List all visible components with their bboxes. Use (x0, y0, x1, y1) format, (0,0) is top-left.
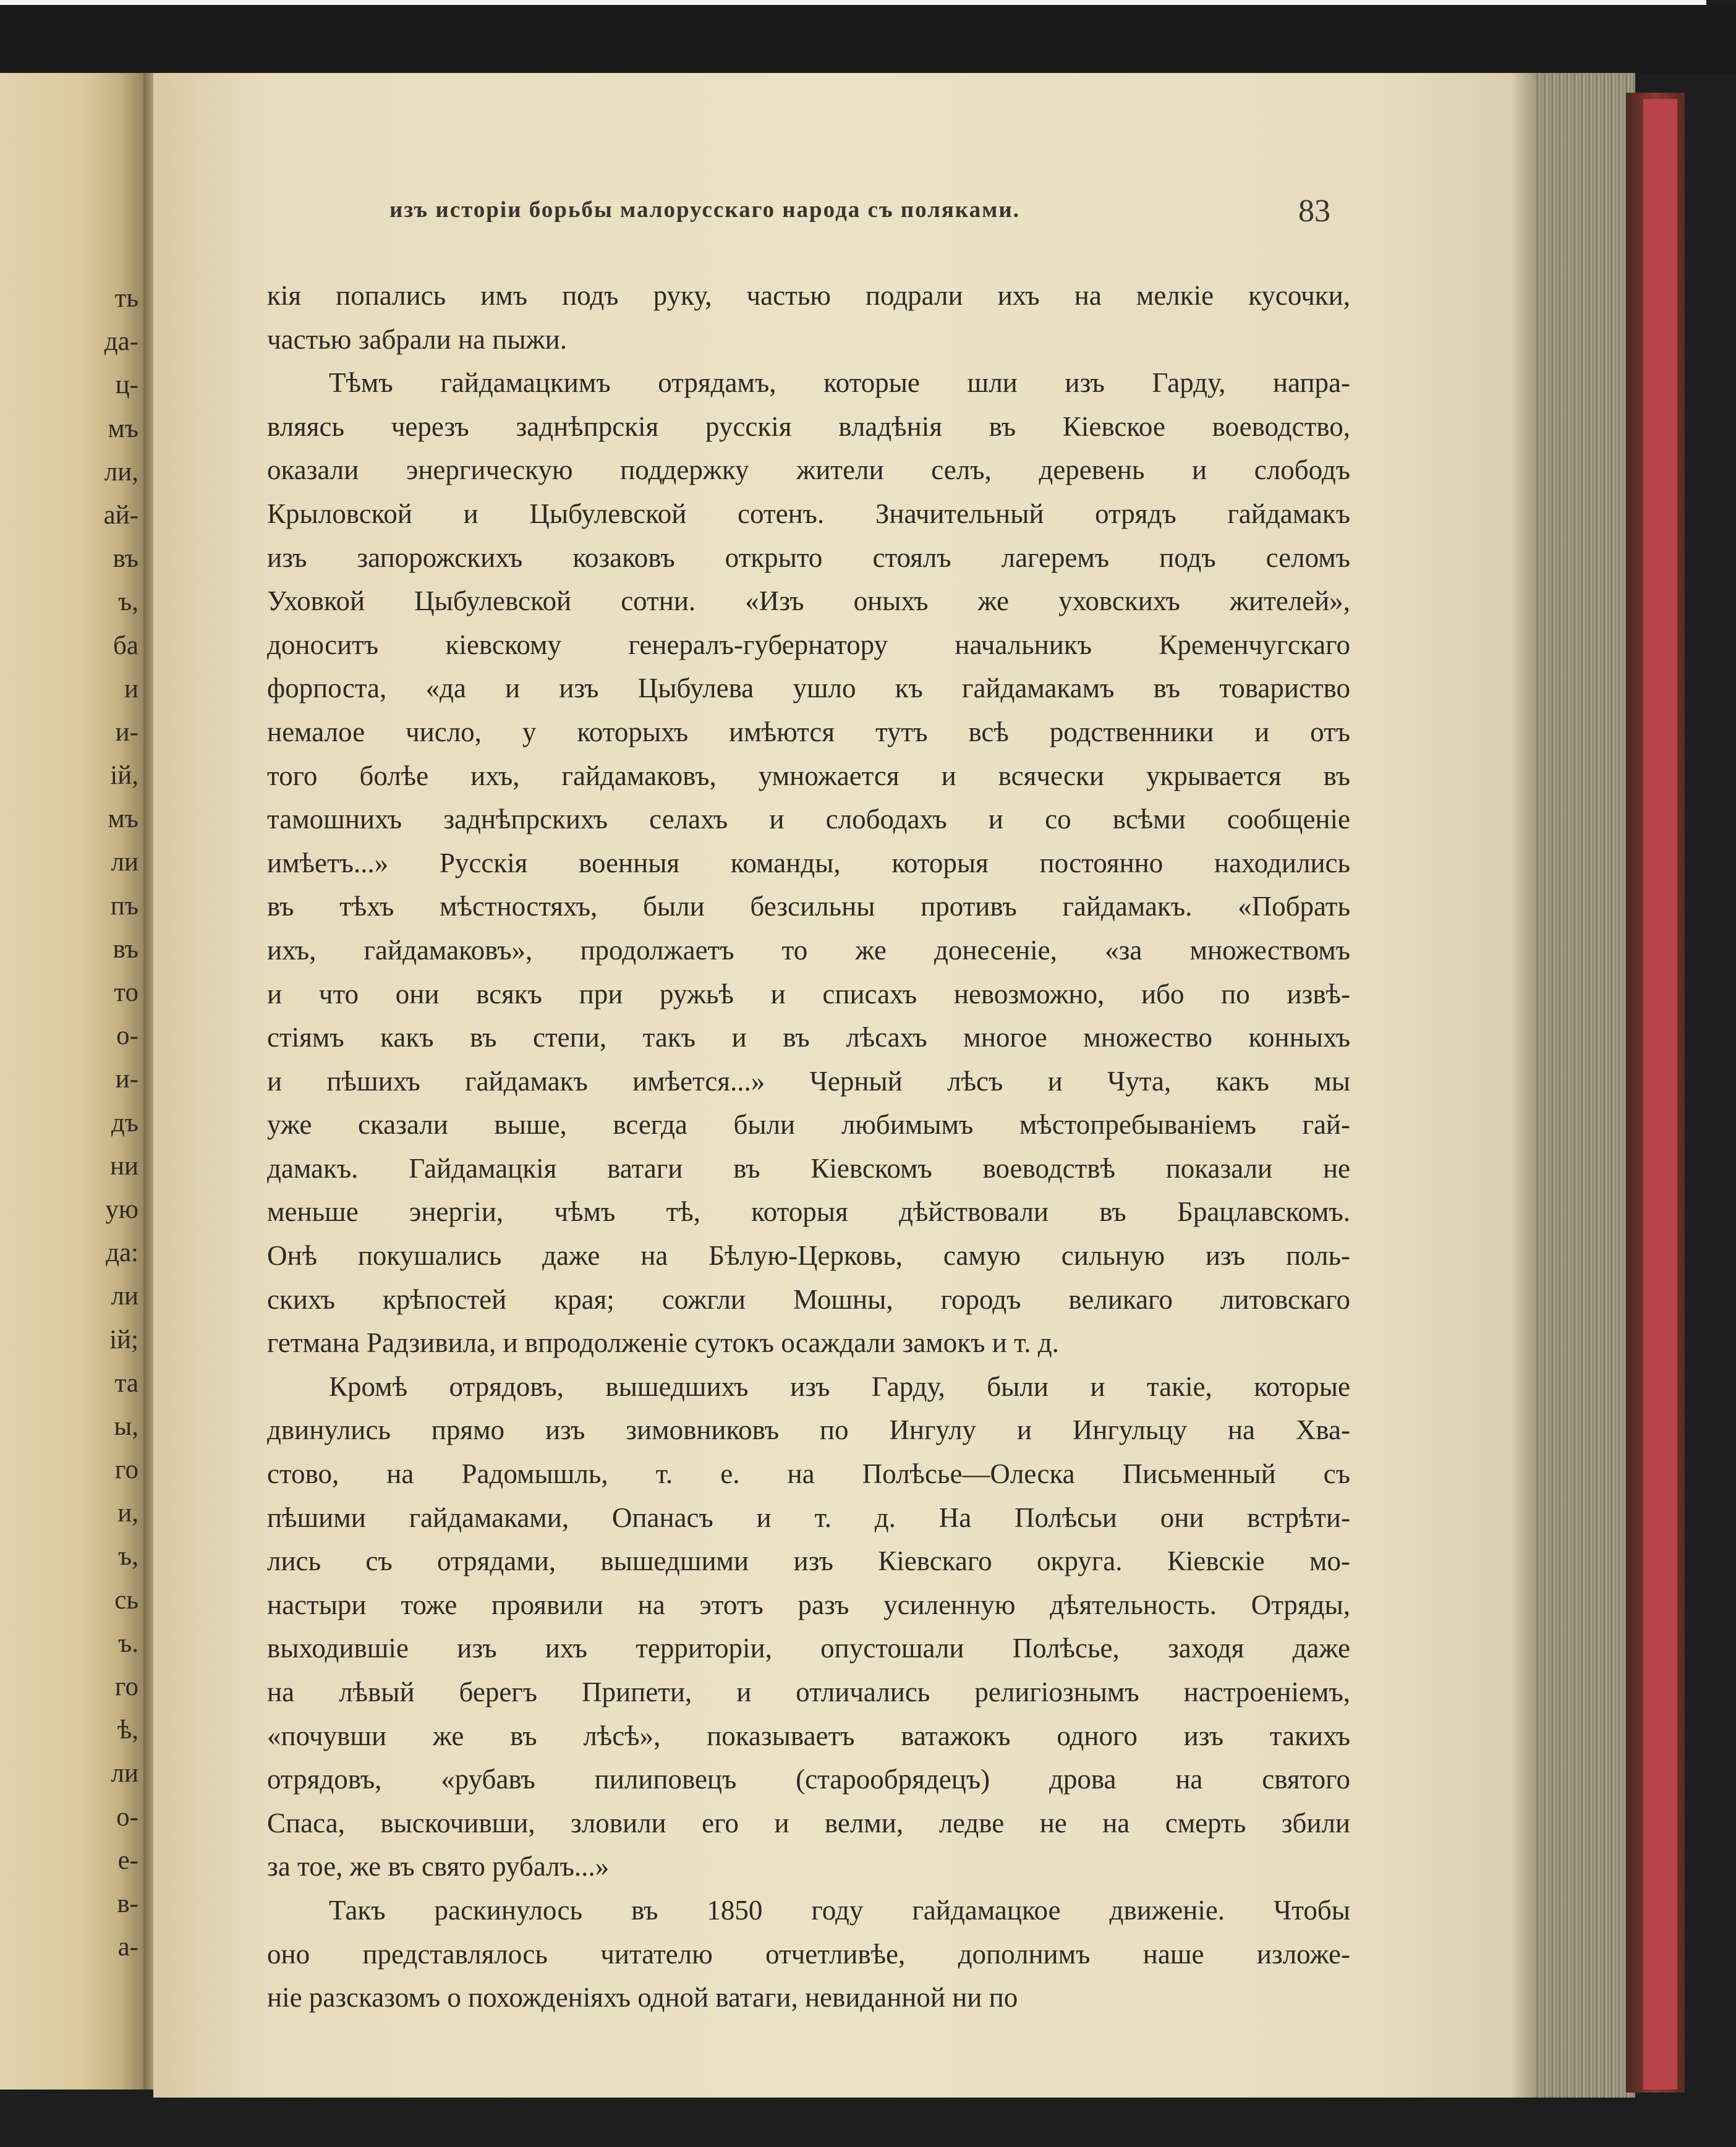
book-cover-edge (1643, 99, 1677, 2090)
text-line: вляясь черезъ заднѣпрскія русскія владѣнія въ Кіевское воеводство, (267, 410, 1350, 442)
left-page-line-fragment: ій, (110, 761, 138, 791)
left-page-line-fragment: и- (115, 1065, 138, 1094)
text-line: Уховкой Цыбулевской сотни. «Изъ оныхъ же уховскихъ жителей», (267, 585, 1350, 617)
left-page-line-fragment: ли, (104, 457, 138, 487)
scanner-background (0, 5, 1736, 74)
left-page-line-fragment: а- (117, 1932, 138, 1962)
text-line: въ тѣхъ мѣстностяхъ, были безсильны противъ гайдамакъ. «Побрать (267, 891, 1350, 922)
left-page-line-fragment: и, (117, 1499, 138, 1528)
text-line: немалое число, у которыхъ имѣются тутъ всѣ родственники и отъ (267, 716, 1350, 747)
left-page-line-fragment: о- (116, 1802, 138, 1832)
text-line: на лѣвый берегъ Припети, и отличались религіознымъ настроеніемъ, (267, 1677, 1350, 1707)
text-line: ихъ, гайдамаковъ», продолжаетъ то же донесеніе, «за множествомъ (267, 934, 1350, 966)
left-page-line-fragment: ъ, (118, 587, 138, 617)
left-page-line-fragment: ли (111, 1759, 138, 1788)
left-page-text-fragments (64, 277, 138, 1969)
text-line: за тое, же въ свято рубалъ...» (267, 1851, 610, 1882)
text-line: того болѣе ихъ, гайдамаковъ, умножается и всячески укрывается въ (267, 760, 1350, 791)
left-page-line-fragment: ы, (114, 1411, 138, 1441)
text-line: форпоста, «да и изъ Цыбулева ушло къ гайдамакамъ въ товариство (267, 673, 1350, 704)
left-page-line-fragment: ть (114, 284, 138, 313)
text-line: имѣетъ...» Русскія военныя команды, которыя постоянно находились (267, 847, 1350, 878)
left-page-line-fragment: ую (105, 1194, 138, 1224)
text-line: кія попались имъ подъ руку, частью подрали ихъ на мелкіе кусочки, (267, 280, 1350, 311)
left-page-line-fragment: ба (113, 631, 138, 660)
left-page-line-fragment: то (114, 978, 138, 1007)
text-line: дамакъ. Гайдамацкія ватаги въ Кіевскомъ воеводствѣ показали не (267, 1152, 1350, 1184)
text-line: Крыловской и Цыбулевской сотенъ. Значительный отрядъ гайдамакъ (267, 498, 1350, 529)
scanner-glare (0, 0, 1706, 5)
text-line: двинулись прямо изъ зимовниковъ по Ингулу и Ингульцу на Хва- (267, 1414, 1350, 1446)
body-text (267, 274, 1350, 2020)
left-page-line-fragment: мъ (108, 414, 138, 443)
text-line: меньше энергіи, чѣмъ тѣ, которыя дѣйствовали въ Брацлавскомъ. (267, 1196, 1350, 1228)
text-line: тамошнихъ заднѣпрскихъ селахъ и слободахъ и со всѣми сообщеніе (267, 804, 1350, 835)
left-page-line-fragment: да: (106, 1238, 138, 1268)
left-page-line-fragment: въ (113, 934, 138, 964)
left-page-line-fragment: го (114, 1672, 138, 1701)
text-line: Такъ раскинулось въ 1850 году гайдамацкое движеніе. Чтобы (329, 1894, 1350, 1926)
text-line: стово, на Радомышль, т. е. на Полѣсье—Олеска Письменный съ (267, 1458, 1350, 1490)
left-page-line-fragment: ъ. (118, 1628, 138, 1658)
page-edge-shadow (1512, 73, 1536, 2098)
text-line: лись съ отрядами, вышедшими изъ Кіевскаго округа. Кіевскіе мо- (267, 1545, 1350, 1577)
left-page-line-fragment: ай- (103, 500, 138, 530)
text-line: оно представлялось читателю отчетливѣе, дополнимъ наше изложе- (267, 1938, 1350, 1970)
left-page-line-fragment: та (114, 1368, 138, 1398)
left-page-line-fragment: и (124, 674, 138, 704)
text-line: Спаса, выскочивши, зловили его и велми, ледве не на смерть збили (267, 1807, 1350, 1839)
left-page-line-fragment: и- (115, 717, 138, 747)
left-page (0, 73, 148, 2090)
left-page-line-fragment: дъ (111, 1108, 138, 1137)
text-line: стіямъ какъ въ степи, такъ и въ лѣсахъ многое множество конныхъ (267, 1022, 1350, 1053)
left-page-line-fragment: ни (109, 1151, 138, 1181)
left-page-line-fragment: ъ, (118, 1542, 138, 1571)
left-page-line-fragment: о- (116, 1021, 138, 1051)
left-page-line-fragment: ѣ, (117, 1715, 138, 1745)
text-line: оказали энергическую поддержку жители селъ, деревень и слободъ (267, 454, 1350, 486)
left-page-line-fragment: пъ (110, 891, 138, 920)
page-number: 83 (1298, 193, 1330, 229)
text-line: ніе разсказомъ о похожденіяхъ одной ватаги, невиданной ни по (267, 1982, 1018, 2013)
left-page-line-fragment: ли (111, 848, 138, 877)
text-line: и пѣшихъ гайдамакъ имѣется...» Черный лѣсъ и Чута, какъ мы (267, 1065, 1350, 1097)
text-line: гетмана Радзивила, и впродолженіе сутокъ осаждали замокъ и т. д. (267, 1327, 1059, 1359)
text-line: и что они всякъ при ружьѣ и списахъ невозможно, ибо по извѣ- (267, 978, 1350, 1010)
text-line: изъ запорожскихъ козаковъ открыто стоялъ лагеремъ подъ селомъ (267, 542, 1350, 573)
left-page-line-fragment: в- (117, 1889, 138, 1918)
left-page-line-fragment: го (114, 1455, 138, 1485)
left-page-line-fragment: мъ (108, 804, 138, 834)
text-line: Тѣмъ гайдамацкимъ отрядамъ, которые шли изъ Гарду, напра- (329, 367, 1350, 399)
text-line: скихъ крѣпостей края; сожгли Мошны, городъ великаго литовскаго (267, 1283, 1350, 1315)
text-line: Онѣ покушались даже на Бѣлую-Церковь, самую сильную изъ поль- (267, 1240, 1350, 1272)
left-page-line-fragment: ц- (115, 370, 138, 400)
left-page-line-fragment: ли (111, 1282, 138, 1311)
left-page-line-fragment: ій; (109, 1325, 138, 1354)
text-line: «почувши же въ лѣсѣ», показываетъ ватажокъ одного изъ такихъ (267, 1720, 1350, 1751)
text-line: настыри тоже проявили на этотъ разъ усиленную дѣятельность. Отряды, (267, 1589, 1350, 1620)
text-line: доноситъ кіевскому генералъ-губернатору начальникъ Кременчугскаго (267, 629, 1350, 660)
left-page-line-fragment: да- (104, 327, 138, 357)
text-line: отрядовъ, «рубавъ пилиповецъ (старообрядецъ) дрова на святого (267, 1764, 1350, 1795)
text-line: частью забрали на пыжи. (267, 323, 567, 355)
text-line: Кромѣ отрядовъ, вышедшихъ изъ Гарду, были и такіе, которые (329, 1371, 1350, 1402)
left-page-line-fragment: въ (113, 544, 138, 574)
running-header: изъ исторіи борьбы малорусскаго народа съ поляками. (389, 197, 1020, 223)
text-line: пѣшими гайдамаками, Опанасъ и т. д. На Полѣсьи они встрѣти- (267, 1502, 1350, 1533)
left-page-line-fragment: сь (114, 1585, 138, 1615)
left-page-line-fragment: е- (117, 1845, 138, 1875)
text-line: уже сказали выше, всегда были любимымъ мѣстопребываніемъ гай- (267, 1109, 1350, 1141)
text-line: выходившіе изъ ихъ территоріи, опустошали Полѣсье, заходя даже (267, 1633, 1350, 1664)
